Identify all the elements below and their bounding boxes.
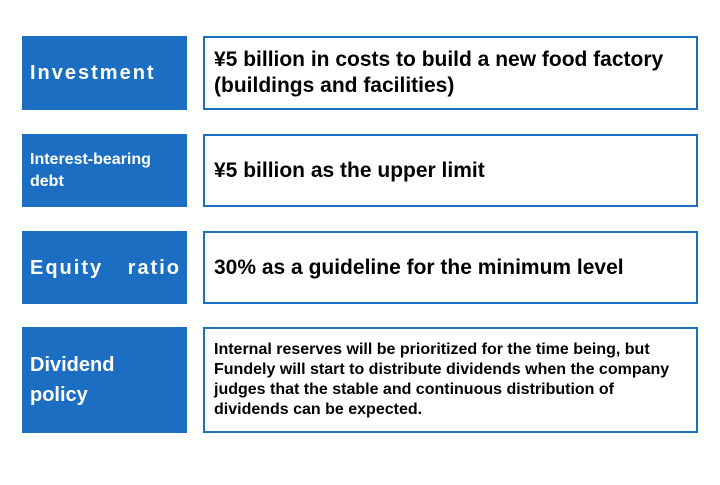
label-interest-bearing-debt — [22, 134, 187, 207]
value-interest-bearing-debt-text: ¥5 billion as the upper limit — [214, 158, 485, 182]
value-interest-bearing-debt — [203, 134, 698, 207]
value-investment — [203, 36, 698, 110]
label-equity-ratio-text: Equity ratio — [30, 256, 181, 279]
value-dividend-policy — [203, 327, 698, 433]
label-interest-bearing-debt-line-1: Interest-bearing — [30, 150, 151, 168]
label-interest-bearing-debt-line-2: debt — [30, 172, 64, 190]
value-dividend-policy-text: Internal reserves will be prioritized for the time being, but Fundely will start to distribute dividends when the company judges that the stable and continuous distribution of dividends can be expected. — [214, 341, 670, 418]
value-investment-text: ¥5 billion in costs to build a new food factory (buildings and facilities) — [214, 48, 664, 97]
label-dividend-policy-line-2: policy — [30, 384, 88, 406]
label-investment-text: Investment — [30, 62, 156, 84]
label-equity-ratio — [22, 231, 187, 304]
row-equity-ratio — [22, 231, 698, 304]
row-dividend-policy — [22, 327, 698, 433]
label-dividend-policy-line-1: Dividend — [30, 354, 115, 376]
row-interest-bearing-debt — [22, 134, 698, 207]
value-equity-ratio-text: 30% as a guideline for the minimum level — [214, 255, 624, 279]
value-equity-ratio — [203, 231, 698, 304]
row-investment — [22, 36, 698, 110]
label-dividend-policy — [22, 327, 187, 433]
label-investment — [22, 36, 187, 110]
